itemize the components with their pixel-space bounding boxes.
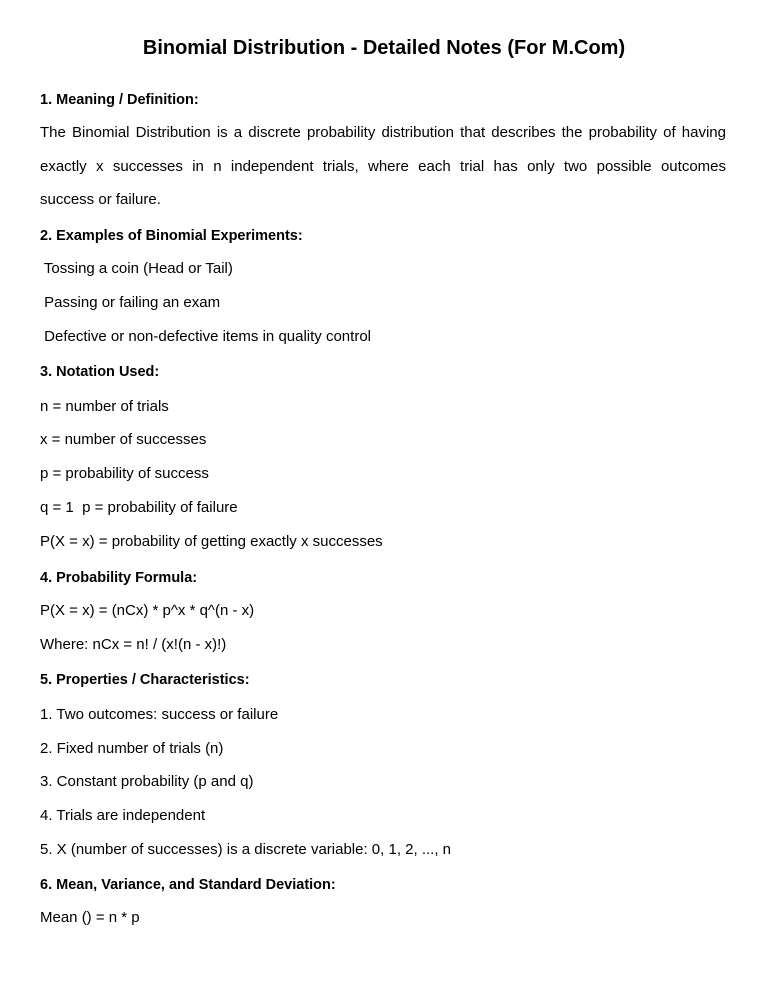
formula-line: Where: nCx = n! / (x!(n - x)!) xyxy=(40,636,227,653)
section-heading: 2. Examples of Binomial Experiments: xyxy=(40,228,303,244)
section-heading: 1. Meaning / Definition: xyxy=(40,92,199,108)
list-item: 3. Constant probability (p and q) xyxy=(40,773,254,790)
paragraph-line: exactly x successes in n independent trials, where each trial has only two possible outcomes xyxy=(40,158,726,175)
formula-line: Mean () = n * p xyxy=(40,909,140,926)
list-item: 2. Fixed number of trials (n) xyxy=(40,740,224,757)
list-item: p = probability of success xyxy=(40,465,209,482)
list-item: x = number of successes xyxy=(40,431,207,448)
list-item: Defective or non-defective items in quality control xyxy=(40,328,371,345)
section-heading: 6. Mean, Variance, and Standard Deviation: xyxy=(40,877,336,893)
list-item: Passing or failing an exam xyxy=(40,294,221,311)
list-item: 1. Two outcomes: success or failure xyxy=(40,706,279,723)
page-title: Binomial Distribution - Detailed Notes (For M.Com) xyxy=(142,37,626,59)
list-item: 4. Trials are independent xyxy=(40,807,206,824)
list-item: n = number of trials xyxy=(40,398,169,415)
formula-line: P(X = x) = (nCx) * p^x * q^(n - x) xyxy=(40,602,255,619)
section-heading: 4. Probability Formula: xyxy=(40,570,198,586)
section-heading: 5. Properties / Characteristics: xyxy=(40,672,250,688)
list-item: 5. X (number of successes) is a discrete variable: 0, 1, 2, ..., n xyxy=(40,841,452,858)
section-heading: 3. Notation Used: xyxy=(40,364,160,380)
list-item: P(X = x) = probability of getting exactly x successes xyxy=(40,533,383,550)
paragraph-line: success or failure. xyxy=(40,191,161,208)
list-item: q = 1 p = probability of failure xyxy=(40,499,238,516)
list-item: Tossing a coin (Head or Tail) xyxy=(40,260,233,277)
paragraph-line: The Binomial Distribution is a discrete probability distribution that describes the probability of having xyxy=(40,124,726,141)
